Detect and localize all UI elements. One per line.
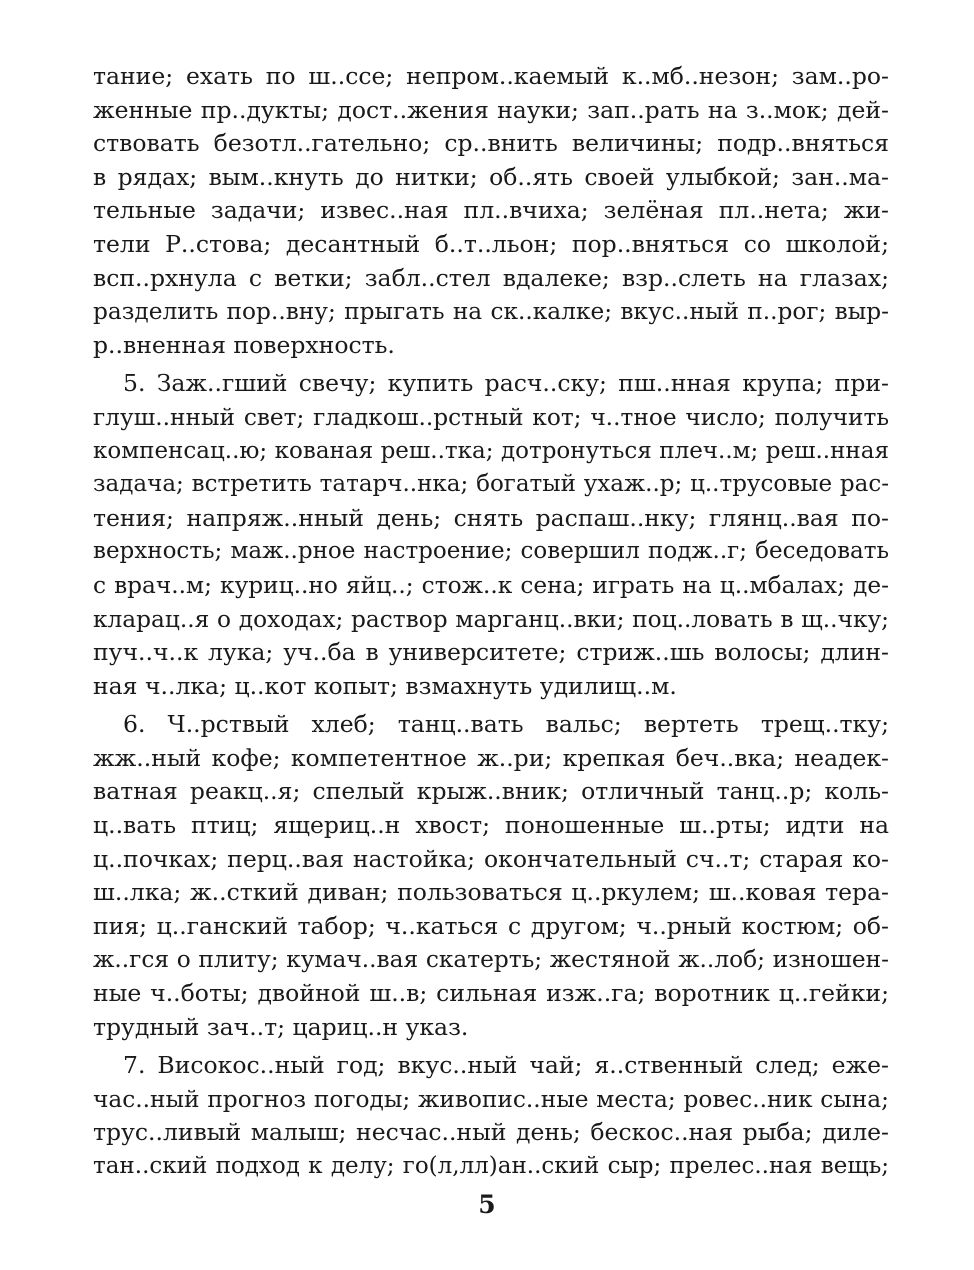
text-line: ная ч..лка; ц..кот копыт; взмахнуть удилищ..м. bbox=[93, 671, 677, 700]
paragraph-exercise-6 bbox=[93, 708, 889, 1044]
text-line: компенсац..ю; кованая реш..тка; дотронуться плеч..м; реш..нная bbox=[93, 437, 889, 464]
text-line: ж..гся о плиту; кумач..вая скатерть; жестяной ж..лоб; изношен- bbox=[93, 946, 889, 974]
text-line: всп..рхнула с ветки; забл..стел вдалеке; взр..слеть на глазах; bbox=[93, 263, 889, 292]
text-line: ные ч..боты; двойной ш..в; сильная изж..га; воротник ц..гейки; bbox=[93, 979, 889, 1008]
text-line: 6. Ч..рствый хлеб; танц..вать вальс; вертеть трещ..тку; bbox=[123, 710, 889, 739]
text-line: 7. Високос..ный год; вкус..ный чай; я..ственный след; еже- bbox=[123, 1051, 889, 1080]
text-line: ватная реакц..я; спелый крыж..вник; отличный танц..р; коль- bbox=[93, 777, 889, 806]
text-line: ствовать безотл..гательно; ср..внить величины; подр..вняться bbox=[93, 129, 889, 158]
paragraph-exercise-7 bbox=[93, 1049, 889, 1183]
text-line: женные пр..дукты; дост..жения науки; зап..рать на з..мок; дей- bbox=[93, 95, 889, 124]
text-line: глуш..нный свет; гладкош..рстный кот; ч..тное число; получить bbox=[93, 403, 889, 431]
text-line: тельные задачи; извес..ная пл..вчиха; зелёная пл..нета; жи- bbox=[93, 196, 889, 225]
paragraph-continuation bbox=[93, 60, 889, 362]
text-line: ц..вать птиц; ящериц..н хвост; поношенные ш..рты; идти на bbox=[93, 811, 889, 840]
text-line: тения; напряж..нный день; снять распаш..нку; глянц..вая по- bbox=[93, 503, 889, 532]
text-line: пуч..ч..к лука; уч..ба в университете; стриж..шь волосы; длин- bbox=[93, 638, 889, 667]
text-line: с врач..м; куриц..но яйц..; стож..к сена; играть на ц..мбалах; де- bbox=[93, 571, 889, 599]
page-number: 5 bbox=[478, 1190, 496, 1219]
text-line: верхность; маж..рное настроение; совершил подж..г; беседовать bbox=[93, 538, 889, 565]
text-line: кларац..я о доходах; раствор марганц..вки; поц..ловать в щ..чку; bbox=[93, 605, 889, 633]
text-line: тели Р..стова; десантный б..т..льон; пор..вняться со школой; bbox=[93, 229, 889, 258]
text-line: жж..ный кофе; компетентное ж..ри; крепкая беч..вка; неадек- bbox=[93, 743, 889, 772]
paragraph-exercise-5 bbox=[93, 367, 889, 703]
text-line: тание; ехать по ш..ссе; непром..каемый к..мб..незон; зам..ро- bbox=[93, 62, 889, 90]
text-line: трудный зач..т; цариц..н указ. bbox=[93, 1012, 469, 1041]
text-line: трус..ливый малыш; несчас..ный день; бескос..ная рыба; диле- bbox=[93, 1118, 889, 1147]
text-line: р..вненная поверхность. bbox=[93, 330, 395, 359]
text-line: ц..почках; перц..вая настойка; окончательный сч..т; старая ко- bbox=[93, 844, 889, 873]
text-line: разделить пор..вну; прыгать на ск..калке; вкус..ный п..рог; выр- bbox=[93, 298, 889, 326]
text-line: в рядах; вым..кнуть до нитки; об..ять своей улыбкой; зан..ма- bbox=[93, 162, 889, 191]
text-line: час..ный прогноз погоды; живопис..ные места; ровес..ник сына; bbox=[93, 1085, 889, 1113]
text-line: задача; встретить татарч..нка; богатый ухаж..р; ц..трусовые рас- bbox=[93, 471, 889, 498]
text-line: ш..лка; ж..сткий диван; пользоваться ц..ркулем; ш..ковая тера- bbox=[93, 878, 889, 907]
text-line: 5. Заж..гший свечу; купить расч..ску; пш..нная крупа; при- bbox=[123, 369, 889, 398]
page-body bbox=[93, 60, 889, 1184]
text-line: пия; ц..ганский табор; ч..каться с другом; ч..рный костюм; об- bbox=[93, 911, 889, 940]
text-line: тан..ский подход к делу; го(л,лл)ан..ский сыр; прелес..ная вещь; bbox=[93, 1153, 889, 1179]
